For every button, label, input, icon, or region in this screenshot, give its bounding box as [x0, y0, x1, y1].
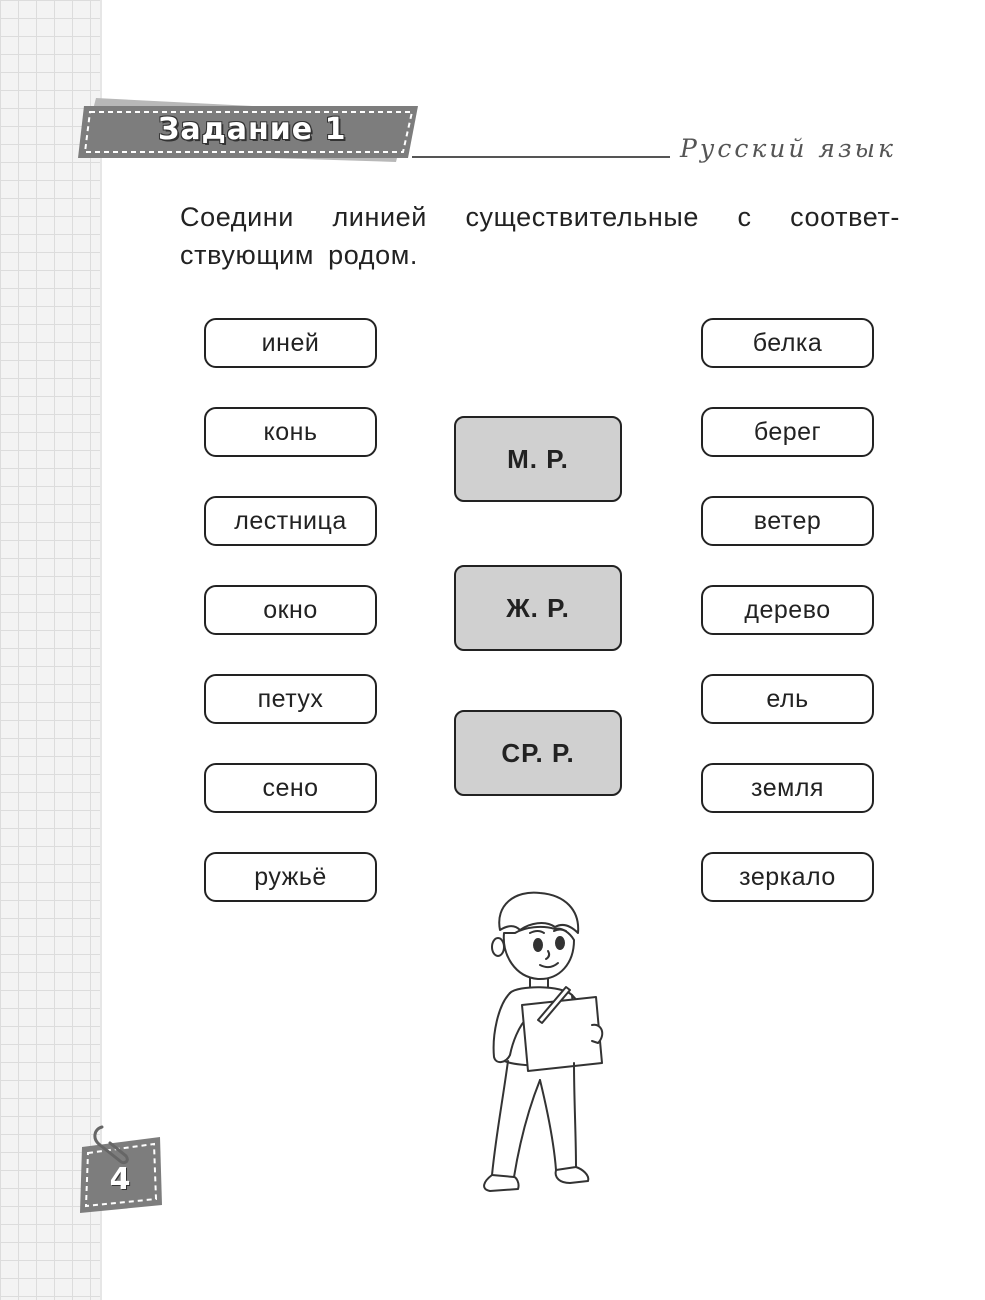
- right-word-box[interactable]: берег: [701, 407, 874, 457]
- instructions-text: Соедини линией существительные с соответ-ствующим родом.: [180, 202, 900, 270]
- right-word-box[interactable]: ель: [701, 674, 874, 724]
- right-word-box[interactable]: белка: [701, 318, 874, 368]
- left-word-box[interactable]: ружьё: [204, 852, 377, 902]
- right-word-box[interactable]: земля: [701, 763, 874, 813]
- header-rule: [412, 156, 670, 158]
- left-word-box[interactable]: сено: [204, 763, 377, 813]
- gender-masculine-box[interactable]: М. Р.: [454, 416, 622, 502]
- left-word-box[interactable]: окно: [204, 585, 377, 635]
- right-word-box[interactable]: зеркало: [701, 852, 874, 902]
- subject-label: Русский язык: [680, 134, 896, 163]
- gender-neuter-box[interactable]: СР. Р.: [454, 710, 622, 796]
- gender-feminine-box[interactable]: Ж. Р.: [454, 565, 622, 651]
- boy-illustration: [470, 885, 620, 1195]
- left-word-box[interactable]: иней: [204, 318, 377, 368]
- left-word-box[interactable]: конь: [204, 407, 377, 457]
- left-word-box[interactable]: петух: [204, 674, 377, 724]
- task-title: Задание 1: [158, 112, 347, 147]
- right-word-box[interactable]: ветер: [701, 496, 874, 546]
- grid-margin-strip: [0, 0, 102, 1300]
- page-number: 4: [109, 1162, 131, 1197]
- right-word-box[interactable]: дерево: [701, 585, 874, 635]
- left-word-box[interactable]: лестница: [204, 496, 377, 546]
